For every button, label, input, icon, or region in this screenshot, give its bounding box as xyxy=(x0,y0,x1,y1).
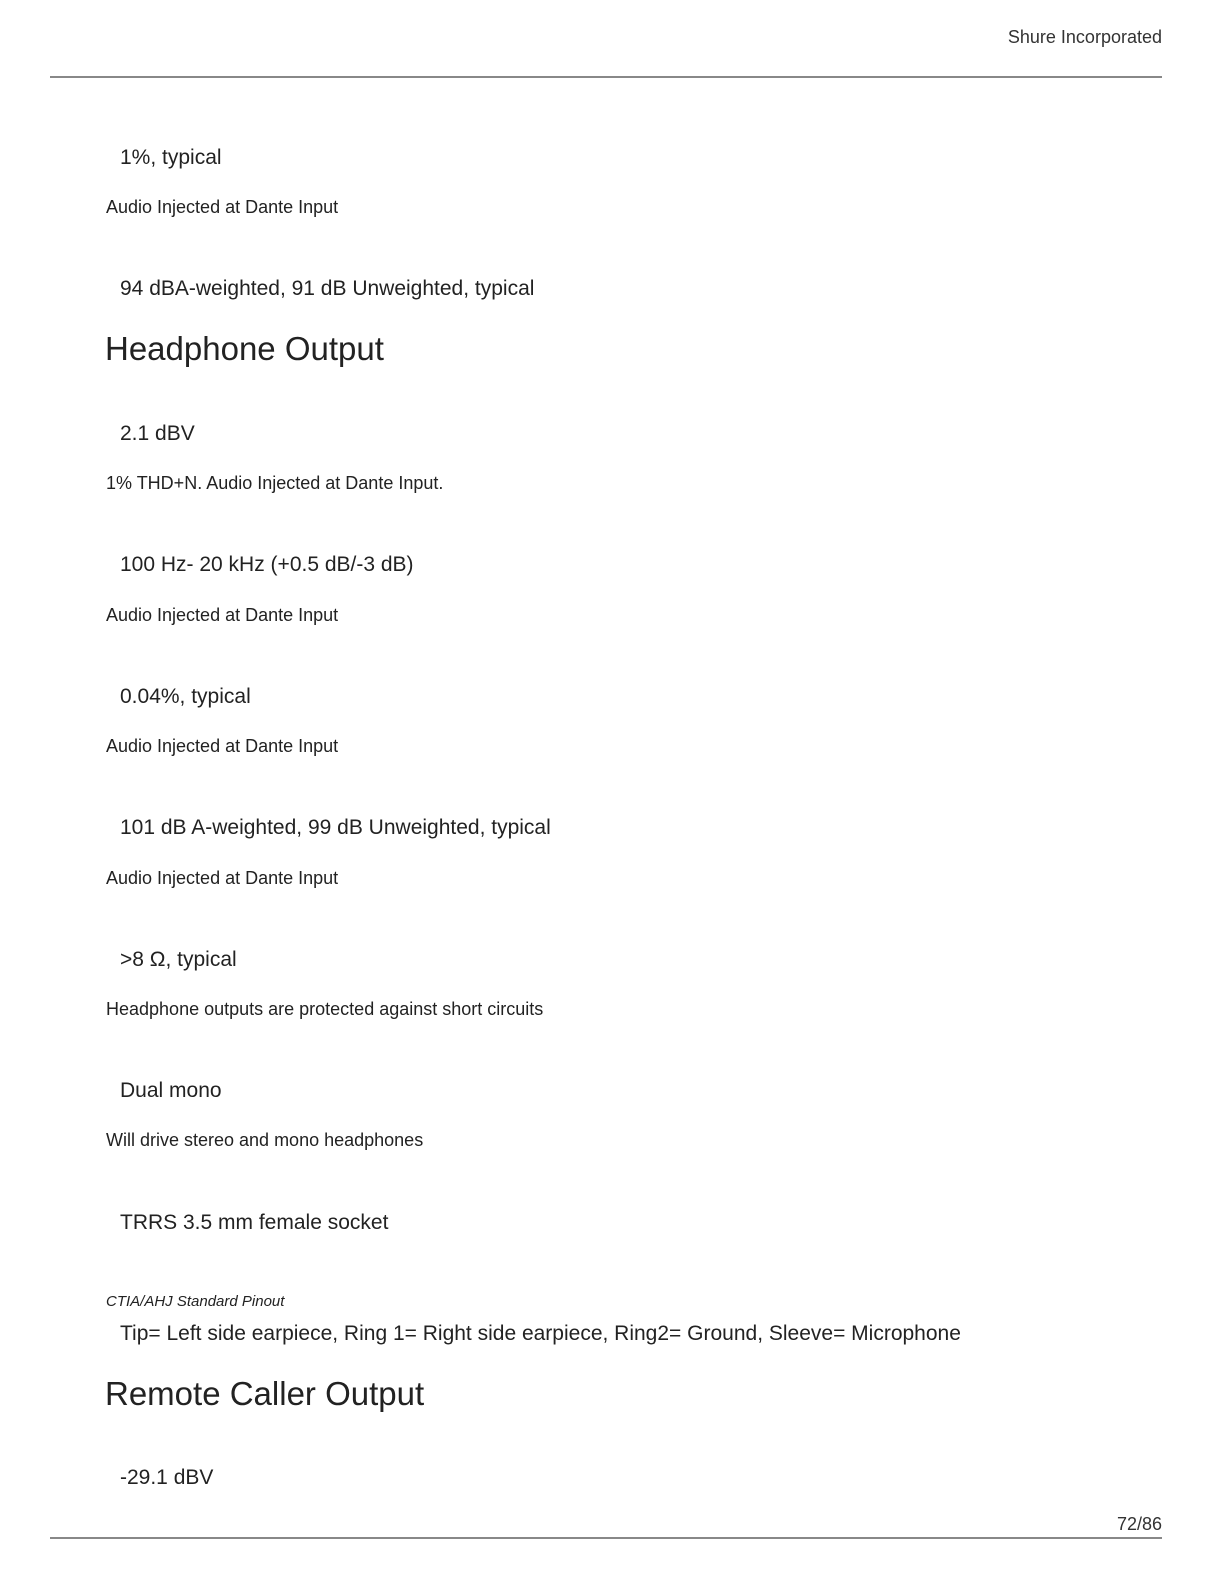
spec-value-headphone-thd: 0.04%, typical xyxy=(120,685,251,708)
spec-value-headphone-dynamic-range: 101 dB A-weighted, 99 dB Unweighted, typical xyxy=(120,816,551,839)
spec-value-pinout: Tip= Left side earpiece, Ring 1= Right side earpiece, Ring2= Ground, Sleeve= Microphone xyxy=(120,1322,961,1345)
spec-note-frequency-response: Audio Injected at Dante Input xyxy=(106,605,339,625)
spec-value-load-impedance: >8 Ω, typical xyxy=(120,948,237,971)
spec-value-configuration: Dual mono xyxy=(120,1079,222,1102)
spec-note-load-impedance: Headphone outputs are protected against short circuits xyxy=(106,999,544,1019)
spec-label-pinout: CTIA/AHJ Standard Pinout xyxy=(106,1293,285,1310)
spec-value-remote-caller-level: -29.1 dBV xyxy=(120,1466,214,1489)
spec-value-connector: TRRS 3.5 mm female socket xyxy=(120,1211,389,1234)
spec-note-headphone-thd: Audio Injected at Dante Input xyxy=(106,736,339,756)
spec-value-dynamic-range: 94 dBA-weighted, 91 dB Unweighted, typical xyxy=(120,277,535,300)
header-divider xyxy=(50,76,1162,78)
header-company-name: Shure Incorporated xyxy=(1007,27,1162,47)
page-number: 72/86 xyxy=(1116,1514,1162,1534)
spec-note-configuration: Will drive stereo and mono headphones xyxy=(106,1130,424,1150)
spec-value-thd: 1%, typical xyxy=(120,146,222,169)
spec-value-max-output: 2.1 dBV xyxy=(120,422,195,445)
spec-note-max-output: 1% THD+N. Audio Injected at Dante Input. xyxy=(106,473,444,493)
spec-note-headphone-dynamic-range: Audio Injected at Dante Input xyxy=(106,868,339,888)
footer-divider xyxy=(50,1537,1162,1539)
spec-value-frequency-response: 100 Hz- 20 kHz (+0.5 dB/-3 dB) xyxy=(120,553,414,576)
spec-note-thd: Audio Injected at Dante Input xyxy=(106,197,339,217)
section-title-remote-caller-output: Remote Caller Output xyxy=(105,1375,425,1412)
section-title-headphone-output: Headphone Output xyxy=(105,330,384,367)
